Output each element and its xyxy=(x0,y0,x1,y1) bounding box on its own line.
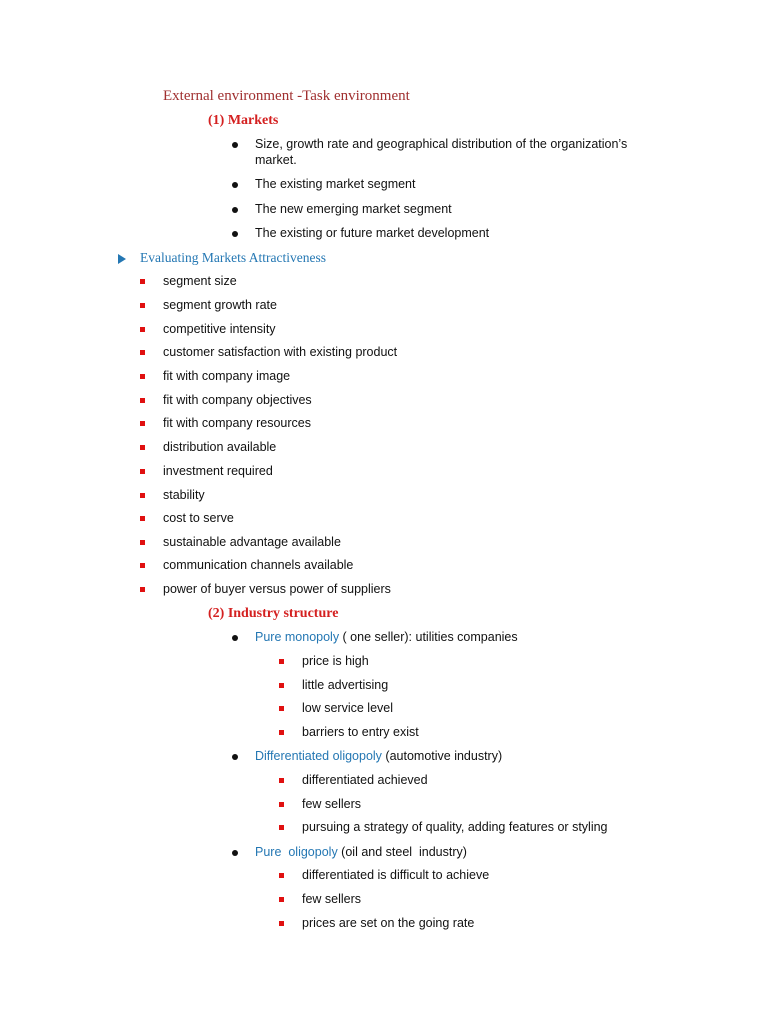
list-item: barriers to entry exist xyxy=(302,725,419,739)
list-item: differentiated achieved xyxy=(302,773,428,787)
square-bullet-icon xyxy=(140,516,145,521)
industry-type-line xyxy=(255,630,518,644)
list-item: pursuing a strategy of quality, adding features or styling xyxy=(302,820,608,834)
list-item: prices are set on the going rate xyxy=(302,916,475,930)
list-item: distribution available xyxy=(163,440,277,454)
list-item: power of buyer versus power of suppliers xyxy=(163,582,391,596)
bullet-dot-icon xyxy=(232,207,238,213)
square-bullet-icon xyxy=(140,493,145,498)
list-item: segment growth rate xyxy=(163,298,277,312)
square-bullet-icon xyxy=(140,398,145,403)
square-bullet-icon xyxy=(279,802,284,807)
evaluating-heading: Evaluating Markets Attractiveness xyxy=(140,250,326,265)
list-item: few sellers xyxy=(302,892,362,906)
industry-type-desc: ( one seller): utilities companies xyxy=(339,630,518,644)
list-item: competitive intensity xyxy=(163,322,276,336)
list-item: little advertising xyxy=(302,678,389,692)
bullet-dot-icon xyxy=(232,635,238,641)
square-bullet-icon xyxy=(279,921,284,926)
square-bullet-icon xyxy=(140,303,145,308)
square-bullet-icon xyxy=(279,659,284,664)
square-bullet-icon xyxy=(140,563,145,568)
square-bullet-icon xyxy=(140,350,145,355)
list-item: The new emerging market segment xyxy=(255,202,452,216)
list-item: fit with company image xyxy=(163,369,291,383)
square-bullet-icon xyxy=(279,825,284,830)
bullet-dot-icon xyxy=(232,850,238,856)
list-item: The existing market segment xyxy=(255,177,416,191)
industry-heading: (2) Industry structure xyxy=(208,606,339,621)
industry-type-term: Differentiated oligopoly xyxy=(255,749,382,763)
industry-type-desc: (oil and steel industry) xyxy=(337,845,467,859)
list-item: differentiated is difficult to achieve xyxy=(302,868,490,882)
bullet-dot-icon xyxy=(232,182,238,188)
square-bullet-icon xyxy=(279,730,284,735)
square-bullet-icon xyxy=(279,683,284,688)
arrow-bullet-icon xyxy=(118,254,126,264)
square-bullet-icon xyxy=(140,374,145,379)
list-item: fit with company resources xyxy=(163,416,311,430)
list-item: The existing or future market development xyxy=(255,226,490,240)
list-item: price is high xyxy=(302,654,369,668)
industry-type-term: Pure monopoly xyxy=(255,630,340,644)
square-bullet-icon xyxy=(140,279,145,284)
list-item: communication channels available xyxy=(163,558,354,572)
list-item: stability xyxy=(163,488,205,502)
list-item: few sellers xyxy=(302,797,362,811)
list-item: segment size xyxy=(163,274,237,288)
list-item: Size, growth rate and geographical distribution of the organization’s xyxy=(255,137,628,151)
page-title: External environment -Task environment xyxy=(163,88,410,104)
industry-type-desc: (automotive industry) xyxy=(381,749,503,763)
bullet-dot-icon xyxy=(232,142,238,148)
square-bullet-icon xyxy=(140,587,145,592)
list-item: low service level xyxy=(302,701,394,715)
industry-type-line xyxy=(255,845,467,859)
square-bullet-icon xyxy=(140,445,145,450)
list-item: sustainable advantage available xyxy=(163,535,341,549)
industry-type-line xyxy=(255,749,502,763)
markets-heading: (1) Markets xyxy=(208,113,279,128)
list-item: fit with company objectives xyxy=(163,393,312,407)
list-item-continued: market. xyxy=(255,153,297,167)
square-bullet-icon xyxy=(140,327,145,332)
square-bullet-icon xyxy=(140,421,145,426)
list-item: customer satisfaction with existing product xyxy=(163,345,398,359)
list-item: investment required xyxy=(163,464,273,478)
square-bullet-icon xyxy=(279,778,284,783)
square-bullet-icon xyxy=(140,540,145,545)
list-item: cost to serve xyxy=(163,511,234,525)
square-bullet-icon xyxy=(279,706,284,711)
industry-type-term: Pure oligopoly xyxy=(255,845,338,859)
square-bullet-icon xyxy=(279,873,284,878)
bullet-dot-icon xyxy=(232,754,238,760)
square-bullet-icon xyxy=(279,897,284,902)
square-bullet-icon xyxy=(140,469,145,474)
bullet-dot-icon xyxy=(232,231,238,237)
